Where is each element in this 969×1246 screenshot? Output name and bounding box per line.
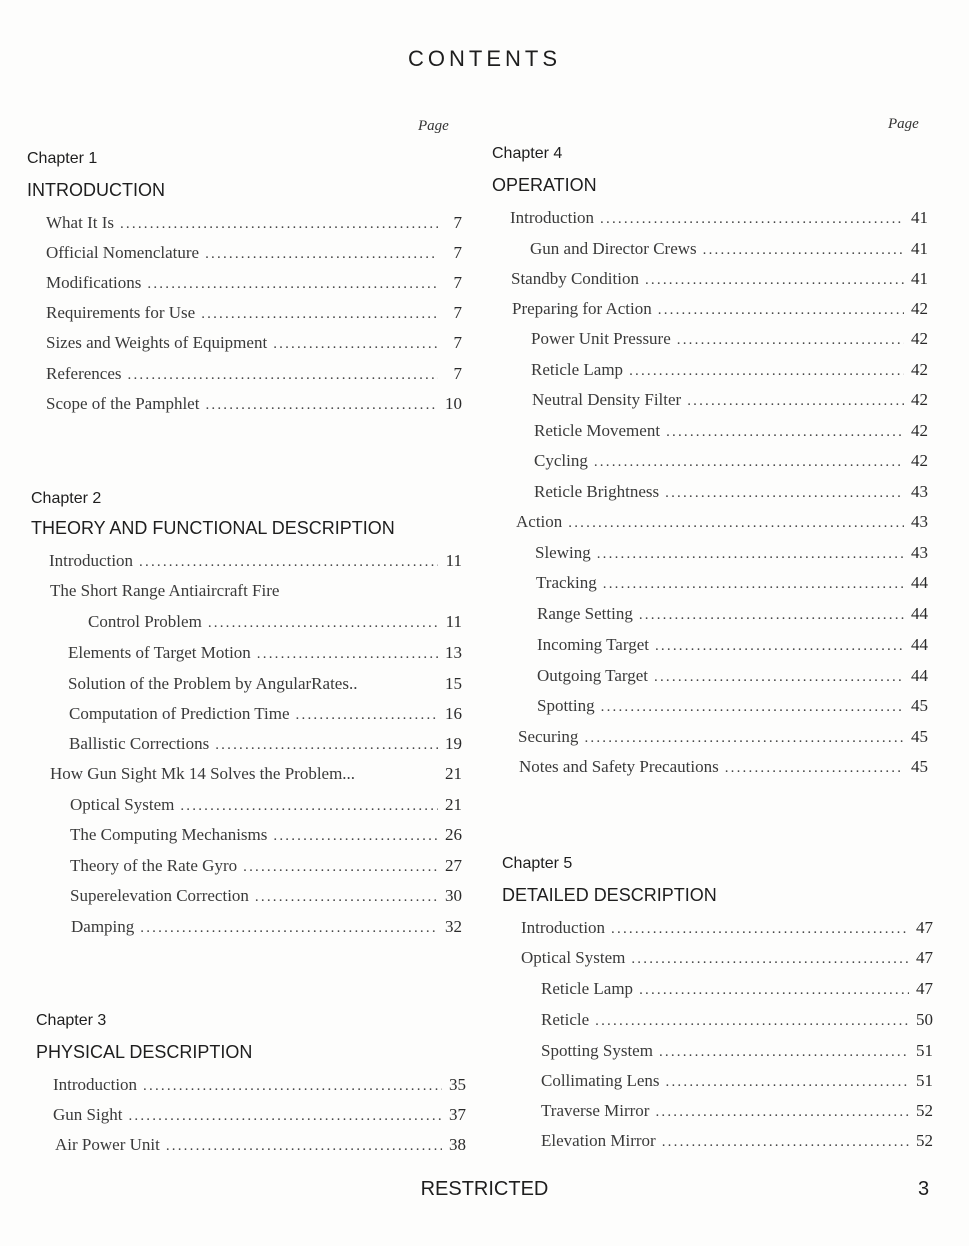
toc-entry-page: 7	[453, 213, 462, 232]
page-number: 3	[918, 1178, 930, 1200]
toc-entry-page: 7	[453, 333, 462, 352]
toc-entry[interactable]	[519, 756, 928, 778]
dot-leader	[654, 666, 904, 688]
toc-entry-page: 27	[445, 856, 462, 875]
dot-leader	[143, 1075, 442, 1097]
dot-leader	[662, 1131, 909, 1153]
dot-leader	[595, 1010, 909, 1032]
toc-entry-page: 21	[445, 764, 462, 783]
dot-leader	[296, 704, 438, 726]
toc-entry-label: The Short Range Antiaircraft Fire	[50, 581, 280, 600]
toc-entry-label: Computation of Prediction Time	[69, 704, 290, 723]
dot-leader	[128, 1105, 442, 1127]
toc-entry-page: 26	[445, 825, 462, 844]
toc-entry[interactable]	[512, 298, 928, 320]
toc-entry[interactable]	[534, 481, 928, 503]
toc-entry[interactable]	[46, 242, 462, 264]
toc-entry-page: 16	[445, 704, 462, 723]
toc-entry-page: 15	[445, 674, 462, 693]
dot-leader	[687, 390, 904, 412]
toc-entry-page: 30	[445, 886, 462, 905]
toc-entry-label: Securing	[518, 727, 579, 746]
toc-entry-page: 47	[916, 918, 933, 937]
dot-leader	[166, 1135, 442, 1157]
toc-entry[interactable]	[70, 885, 462, 907]
dot-leader	[255, 886, 438, 908]
toc-entry[interactable]	[46, 302, 462, 324]
toc-entry-page: 43	[911, 512, 928, 531]
toc-entry[interactable]	[50, 763, 462, 785]
toc-entry-page: 13	[445, 643, 462, 662]
chapter-title: OPERATION	[492, 175, 597, 195]
toc-entry-page: 42	[911, 329, 928, 348]
dot-leader	[597, 543, 904, 565]
toc-entry-page: 19	[445, 734, 462, 753]
toc-entry-page: 7	[453, 303, 462, 322]
dot-leader	[600, 208, 904, 230]
toc-entry[interactable]	[537, 695, 928, 717]
toc-entry-label: How Gun Sight Mk 14 Solves the Problem...	[50, 764, 356, 783]
toc-entry[interactable]	[534, 450, 928, 472]
dot-leader	[584, 727, 904, 749]
toc-entry-label: Elevation Mirror	[541, 1131, 656, 1150]
toc-entry-page: 45	[911, 727, 928, 746]
toc-entry[interactable]	[535, 542, 928, 564]
page-column-label-right: Page	[888, 116, 919, 132]
toc-entry[interactable]	[70, 824, 462, 846]
dot-leader	[205, 243, 438, 265]
dot-leader	[139, 551, 438, 573]
dot-leader	[140, 917, 438, 939]
dot-leader	[257, 643, 438, 665]
toc-entry[interactable]	[518, 726, 928, 748]
toc-entry-label: Outgoing Target	[537, 666, 649, 685]
toc-entry-page: 41	[911, 208, 928, 227]
toc-entry[interactable]	[69, 703, 462, 725]
dot-leader	[639, 979, 909, 1001]
toc-entry-page: 32	[445, 917, 462, 936]
toc-entry-page: 44	[911, 573, 928, 592]
toc-entry[interactable]	[541, 1009, 933, 1031]
toc-entry-page: 45	[911, 696, 928, 715]
toc-entry[interactable]	[46, 212, 462, 234]
toc-entry[interactable]	[541, 1040, 933, 1062]
dot-leader	[273, 333, 438, 355]
chapter-title: THEORY AND FUNCTIONAL DESCRIPTION	[31, 518, 395, 538]
dot-leader	[120, 213, 438, 235]
toc-entry[interactable]	[68, 642, 462, 664]
toc-entry[interactable]	[46, 363, 462, 385]
toc-entry-label: Neutral Density Filter	[532, 390, 682, 409]
dot-leader	[180, 795, 438, 817]
dot-leader	[666, 1071, 909, 1093]
toc-entry-page: 11	[445, 612, 462, 631]
toc-entry[interactable]	[70, 855, 462, 877]
toc-entry-label: Sizes and Weights of Equipment	[46, 333, 268, 352]
toc-entry[interactable]	[46, 393, 462, 415]
dot-leader	[703, 239, 904, 261]
toc-entry-page: 7	[453, 273, 462, 292]
toc-entry[interactable]	[541, 1100, 933, 1122]
toc-entry-page: 37	[449, 1105, 466, 1124]
toc-entry-label: Control Problem	[88, 612, 202, 631]
toc-entry[interactable]	[71, 916, 462, 938]
toc-entry[interactable]	[537, 603, 928, 625]
dot-leader	[658, 299, 904, 321]
toc-entry-label: Power Unit Pressure	[531, 329, 671, 348]
toc-entry-label: Official Nomenclature	[46, 243, 200, 262]
dot-leader	[665, 482, 904, 504]
toc-entry-label: Optical System	[521, 948, 626, 967]
toc-entry[interactable]	[516, 511, 928, 533]
dot-leader	[639, 604, 904, 626]
toc-entry-label: Reticle Lamp	[541, 979, 634, 998]
toc-entry-label: Theory of the Rate Gyro	[70, 856, 238, 875]
toc-entry-page: 44	[911, 666, 928, 685]
toc-entry-page: 43	[911, 482, 928, 501]
chapter-number: Chapter 1	[27, 150, 98, 167]
chapter-number: Chapter 3	[36, 1012, 107, 1029]
toc-entry-label: Spotting	[537, 696, 595, 715]
toc-entry-page: 51	[916, 1071, 933, 1090]
toc-entry-label: Range Setting	[537, 604, 633, 623]
toc-entry-page: 41	[911, 269, 928, 288]
toc-entry-label: Introduction	[521, 918, 606, 937]
toc-entry-label: Collimating Lens	[541, 1071, 660, 1090]
dot-leader	[273, 825, 438, 847]
toc-entry-page: 42	[911, 299, 928, 318]
toc-entry[interactable]	[49, 550, 462, 572]
toc-entry-page: 47	[916, 979, 933, 998]
dot-leader	[208, 612, 438, 634]
toc-entry-label: Damping	[71, 917, 135, 936]
dot-leader	[655, 1101, 909, 1123]
toc-entry-label: Reticle Lamp	[531, 360, 624, 379]
toc-entry-label: Traverse Mirror	[541, 1101, 650, 1120]
dot-leader	[128, 364, 438, 386]
toc-entry-label: Tracking	[536, 573, 597, 592]
toc-entry[interactable]	[532, 389, 928, 411]
toc-entry-page: 44	[911, 635, 928, 654]
dot-leader	[601, 696, 904, 718]
toc-entry[interactable]	[537, 665, 928, 687]
toc-entry[interactable]	[70, 794, 462, 816]
toc-entry-page: 47	[916, 948, 933, 967]
toc-entry-page: 52	[916, 1131, 933, 1150]
page-title: CONTENTS	[408, 46, 561, 71]
chapter-number: Chapter 5	[502, 855, 573, 872]
dot-leader	[659, 1041, 909, 1063]
dot-leader	[243, 856, 438, 878]
toc-entry-label: Preparing for Action	[512, 299, 652, 318]
toc-entry-page: 44	[911, 604, 928, 623]
toc-entry-label: Standby Condition	[511, 269, 639, 288]
toc-entry[interactable]	[541, 1130, 933, 1152]
toc-entry-page: 10	[445, 394, 462, 413]
toc-entry-label: Reticle	[541, 1010, 590, 1029]
toc-entry[interactable]	[88, 611, 462, 633]
toc-entry[interactable]	[530, 238, 928, 260]
toc-entry-label: Gun and Director Crews	[530, 239, 697, 258]
toc-entry-label: Action	[516, 512, 563, 531]
toc-entry-label: Notes and Safety Precautions	[519, 757, 719, 776]
toc-entry-page: 45	[911, 757, 928, 776]
toc-entry-label: Gun Sight	[53, 1105, 123, 1124]
toc-entry[interactable]	[46, 332, 462, 354]
toc-entry[interactable]	[534, 420, 928, 442]
toc-entry[interactable]	[537, 634, 928, 656]
toc-entry-page: 42	[911, 451, 928, 470]
dot-leader	[645, 269, 904, 291]
dot-leader	[629, 360, 904, 382]
toc-entry-label: References	[46, 364, 122, 383]
chapter-title: PHYSICAL DESCRIPTION	[36, 1042, 253, 1062]
toc-entry-label: Spotting System	[541, 1041, 653, 1060]
dot-leader	[603, 573, 904, 595]
toc-entry-page: 41	[911, 239, 928, 258]
toc-entry-page: 38	[449, 1135, 466, 1154]
toc-entry[interactable]	[68, 673, 462, 695]
toc-entry[interactable]	[46, 272, 462, 294]
toc-entry-page: 7	[453, 243, 462, 262]
toc-entry-page: 42	[911, 360, 928, 379]
toc-entry[interactable]	[521, 917, 933, 939]
toc-entry-label: Air Power Unit	[55, 1135, 160, 1154]
dot-leader	[677, 329, 904, 351]
toc-entry[interactable]	[69, 733, 462, 755]
toc-entry-page: 52	[916, 1101, 933, 1120]
dot-leader	[594, 451, 904, 473]
toc-entry[interactable]	[50, 580, 462, 602]
toc-entry-page: 42	[911, 421, 928, 440]
toc-entry-label: Slewing	[535, 543, 591, 562]
toc-entry-label: Reticle Brightness	[534, 482, 660, 501]
toc-entry-page: 50	[916, 1010, 933, 1029]
chapter-title: INTRODUCTION	[27, 180, 165, 200]
toc-entry-label: Reticle Movement	[534, 421, 661, 440]
dot-leader	[611, 918, 909, 940]
toc-entry-page: 7	[453, 364, 462, 383]
dot-leader	[568, 512, 904, 534]
dot-leader	[655, 635, 904, 657]
page-column-label-left: Page	[418, 118, 449, 134]
toc-entry[interactable]	[53, 1074, 466, 1096]
toc-entry-page: 35	[449, 1075, 466, 1094]
toc-entry-label: Introduction	[49, 551, 134, 570]
toc-entry[interactable]	[55, 1134, 466, 1156]
toc-entry-label: Superelevation Correction	[70, 886, 249, 905]
dot-leader	[147, 273, 438, 295]
toc-entry-page: 51	[916, 1041, 933, 1060]
toc-entry-label: Optical System	[70, 795, 175, 814]
toc-entry-label: Elements of Target Motion	[68, 643, 251, 662]
toc-entry-label: Scope of the Pamphlet	[46, 394, 200, 413]
toc-entry[interactable]	[521, 947, 933, 969]
toc-entry-label: Cycling	[534, 451, 588, 470]
toc-entry-label: Requirements for Use	[46, 303, 196, 322]
toc-entry-page: 42	[911, 390, 928, 409]
chapter-title: DETAILED DESCRIPTION	[502, 885, 717, 905]
dot-leader	[725, 757, 904, 779]
toc-entry-label: Ballistic Corrections	[69, 734, 210, 753]
toc-entry-page: 21	[445, 795, 462, 814]
toc-entry[interactable]	[531, 328, 928, 350]
toc-entry-label: What It Is	[46, 213, 114, 232]
toc-entry[interactable]	[536, 572, 928, 594]
toc-entry[interactable]	[511, 268, 928, 290]
dot-leader	[201, 303, 438, 325]
chapter-number: Chapter 4	[492, 145, 563, 162]
toc-entry[interactable]	[53, 1104, 466, 1126]
toc-entry[interactable]	[510, 207, 928, 229]
toc-entry-page: 11	[445, 551, 462, 570]
toc-entry-label: Incoming Target	[537, 635, 649, 654]
classification-marking: RESTRICTED	[420, 1178, 549, 1200]
dot-leader	[205, 394, 438, 416]
dot-leader	[666, 421, 904, 443]
toc-entry-label: Introduction	[53, 1075, 138, 1094]
toc-entry[interactable]	[541, 978, 933, 1000]
dot-leader	[215, 734, 438, 756]
dot-leader	[631, 948, 909, 970]
toc-entry-page: 43	[911, 543, 928, 562]
toc-entry[interactable]	[531, 359, 928, 381]
toc-entry-label: Solution of the Problem by AngularRates..	[68, 674, 358, 693]
toc-entry[interactable]	[541, 1070, 933, 1092]
toc-entry-label: The Computing Mechanisms	[70, 825, 268, 844]
toc-entry-label: Introduction	[510, 208, 595, 227]
chapter-number: Chapter 2	[31, 490, 102, 507]
toc-entry-label: Modifications	[46, 273, 142, 292]
